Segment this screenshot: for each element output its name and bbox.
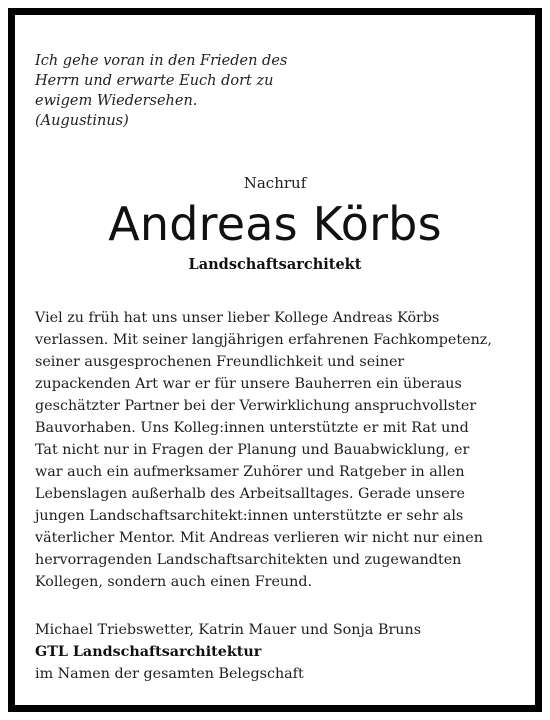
obituary-body: [35, 307, 535, 593]
epigraph-quote: [35, 51, 315, 131]
body-line: Lebenslagen außerhalb des Arbeitsalltages. Gerade unsere: [35, 486, 465, 502]
body-line: geschätzter Partner bei der Verwirklichung anspruchvollster: [35, 398, 477, 414]
deceased-profession: Landschaftsarchitekt: [188, 256, 362, 273]
quote-attribution: (Augustinus): [35, 113, 129, 129]
obituary-frame: [8, 8, 542, 712]
signatory-names: Michael Triebswetter, Katrin Mauer und Sonja Bruns: [35, 622, 422, 638]
body-line: Tat nicht nur in Fragen der Planung und Bauabwicklung, er: [35, 442, 470, 458]
company-name: GTL Landschaftsarchitektur: [35, 644, 262, 660]
body-line: war auch ein aufmerksamer Zuhörer und Ratgeber in allen: [35, 464, 465, 480]
body-line: hervorragenden Landschaftsarchitekten und zugewandten: [35, 552, 462, 568]
body-line: Bauvorhaben. Uns Kolleg:innen unterstützte er mit Rat und: [35, 420, 469, 436]
body-line: verlassen. Mit seiner langjährigen erfahrenen Fachkompetenz,: [35, 332, 492, 348]
body-line: Viel zu früh hat uns unser lieber Kollege Andreas Körbs: [35, 310, 440, 326]
signature-note: im Namen der gesamten Belegschaft: [35, 666, 304, 682]
obituary-label: Nachruf: [243, 174, 307, 192]
body-line: seiner ausgesprochenen Freundlichkeit und seiner: [35, 354, 405, 370]
body-line: jungen Landschaftsarchitekt:innen unterstützte er sehr als: [35, 508, 464, 524]
quote-line: ewigem Wiedersehen.: [35, 93, 198, 109]
signature-block: [35, 619, 421, 685]
deceased-name: Andreas Körbs: [108, 197, 442, 251]
quote-line: Herrn und erwarte Euch dort zu: [35, 73, 274, 89]
body-line: Kollegen, sondern auch einen Freund.: [35, 574, 313, 590]
body-line: väterlicher Mentor. Mit Andreas verlieren wir nicht nur einen: [35, 530, 483, 546]
quote-line: Ich gehe voran in den Frieden des: [35, 53, 288, 69]
body-line: zupackenden Art war er für unsere Bauherren ein überaus: [35, 376, 462, 392]
